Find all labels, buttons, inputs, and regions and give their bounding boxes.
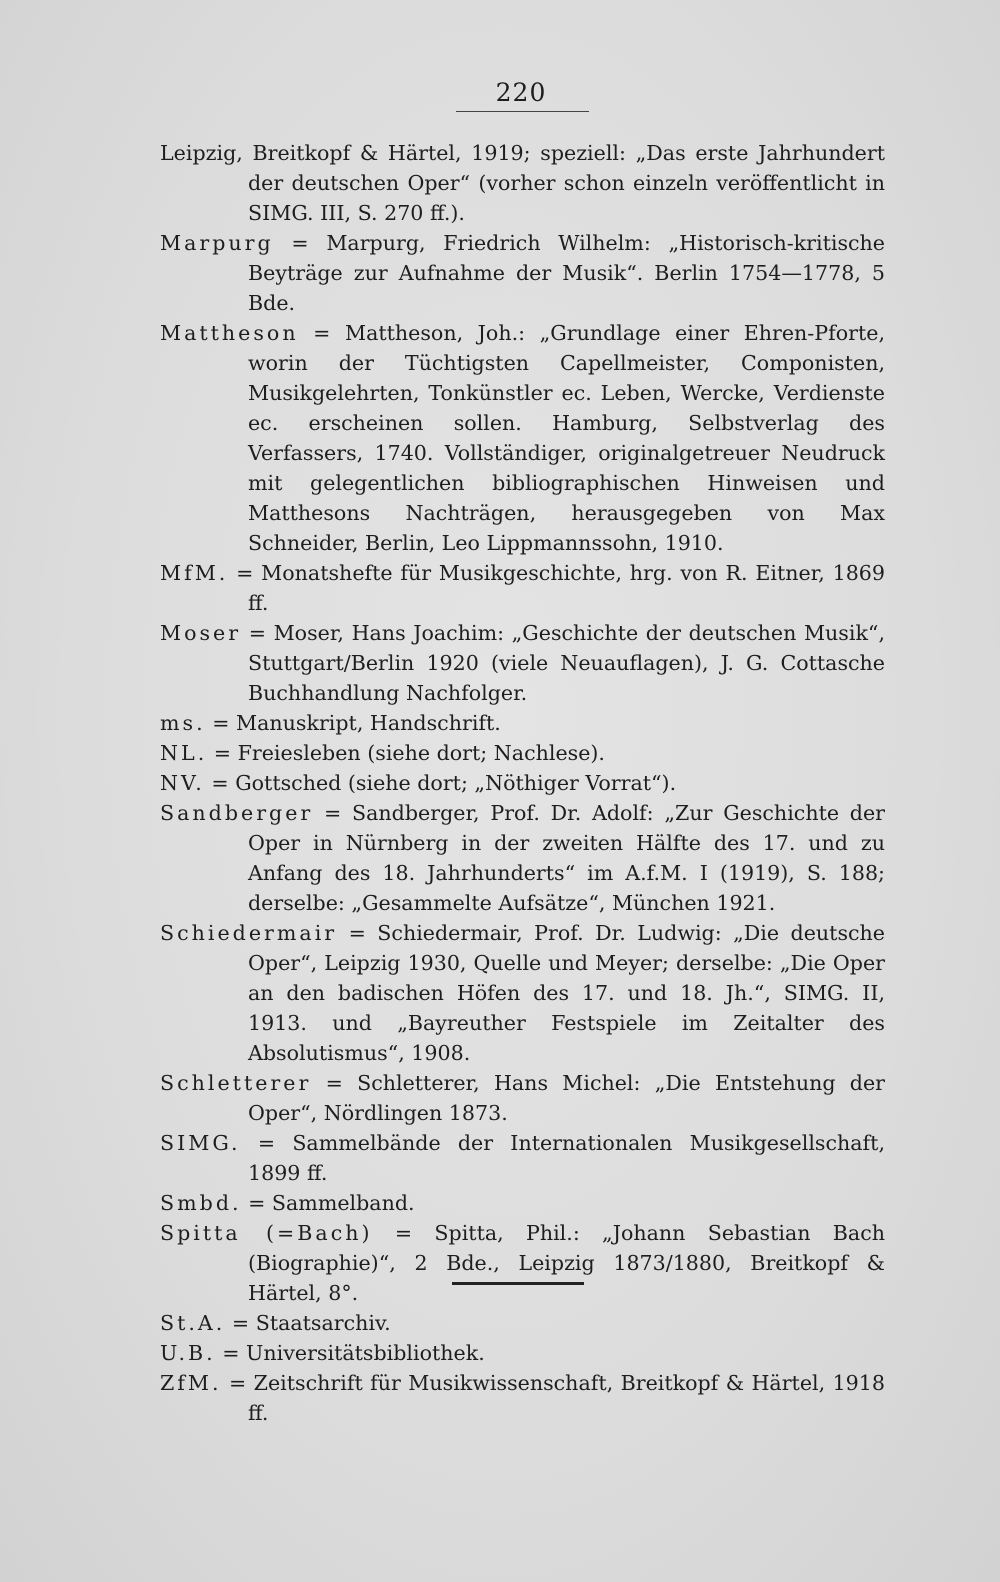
entry-abbreviation: ZfM. [160, 1371, 222, 1395]
bib-entry [160, 618, 885, 708]
bib-entry [160, 138, 885, 228]
entry-text: = Sammelbände der Internationalen Musikgesellschaft, 1899 ff. [248, 1131, 885, 1185]
bib-entry [160, 918, 885, 1068]
entry-abbreviation: ms. [160, 711, 206, 735]
entry-text: = Schiedermair, Prof. Dr. Ludwig: „Die deutsche Oper“, Leipzig 1930, Quelle und Meyer; derselbe: „Die Oper an den badischen Höfen des 17. und 18. Jh.“, SIMG. II, 1913. und „Bayreuther Festspiele im Zeitalter des Absolutismus“, 1908. [248, 921, 885, 1065]
entry-abbreviation: NL. [160, 741, 208, 765]
bib-entry [160, 1218, 885, 1308]
header-rule [456, 111, 589, 112]
entry-text: = Monatshefte für Musikgeschichte, hrg. von R. Eitner, 1869 ff. [236, 561, 885, 615]
entry-text: = Staatsarchiv. [231, 1311, 391, 1335]
entry-text: = Universitätsbibliothek. [222, 1341, 485, 1365]
bib-entry [160, 798, 885, 918]
entry-text: = Gottsched (siehe dort; „Nöthiger Vorrat“). [211, 771, 677, 795]
bib-entry [160, 1368, 885, 1428]
entry-abbreviation: Sandberger [160, 801, 314, 825]
bib-entry [160, 1338, 885, 1368]
bib-entry [160, 1188, 885, 1218]
entry-text: = Sandberger, Prof. Dr. Adolf: „Zur Geschichte der Oper in Nürnberg in der zweiten Hälfte des 17. und zu Anfang des 18. Jahrhunderts“ im A.f.M. I (1919), S. 188; derselbe: „Gesammelte Aufsätze“, München 1921. [248, 801, 886, 915]
entry-text: = Zeitschrift für Musikwissenschaft, Breitkopf & Härtel, 1918 ff. [229, 1371, 885, 1425]
entry-text: = Schletterer, Hans Michel: „Die Entstehung der Oper“, Nördlingen 1873. [248, 1071, 886, 1125]
entry-abbreviation: St.A. [160, 1311, 226, 1335]
entry-abbreviation: SIMG. [160, 1131, 241, 1155]
entry-text: = Manuskript, Handschrift. [212, 711, 501, 735]
entry-text: = Freiesleben (siehe dort; Nachlese). [213, 741, 605, 765]
bib-entry [160, 1128, 885, 1188]
end-rule [452, 1282, 584, 1285]
entry-abbreviation: Schletterer [160, 1071, 312, 1095]
entry-text: = Mattheson, Joh.: „Grundlage einer Ehren-Pforte, worin der Tüchtigsten Capellmeister, Componisten, Musikgelehrten, Tonkünstler ec. Leben, Wercke, Verdienste ec. erscheinen sollen. Hamburg, Selbstverlag des Verfassers, 1740. Vollständiger, originalgetreuer Neudruck mit gelegentlichen bibliographischen Hinweisen und Matthesons Nachträgen, herausgegeben von Max Schneider, Berlin, Leo Lippmannssohn, 1910. [248, 321, 885, 555]
bib-entry [160, 1068, 885, 1128]
bib-entry [160, 558, 885, 618]
entry-abbreviation: Moser [160, 621, 242, 645]
bib-entry [160, 708, 885, 738]
bib-entry [160, 1308, 885, 1338]
entry-abbreviation: Spitta (=Bach) [160, 1221, 373, 1245]
entry-abbreviation: Smbd. [160, 1191, 242, 1215]
entry-abbreviation: MfM. [160, 561, 229, 585]
entry-text: = Marpurg, Friedrich Wilhelm: „Historisch-kritische Beyträge zur Aufnahme der Musik“. Berlin 1754—1778, 5 Bde. [248, 231, 885, 315]
bib-entry [160, 738, 885, 768]
entry-text: = Moser, Hans Joachim: „Geschichte der deutschen Musik“, Stuttgart/Berlin 1920 (viele Neuauflagen), J. G. Cottasche Buchhandlung Nachfolger. [248, 621, 885, 705]
bib-entry [160, 228, 885, 318]
entry-abbreviation: Schiedermair [160, 921, 338, 945]
entry-text: = Sammelband. [248, 1191, 415, 1215]
entry-text: Leipzig, Breitkopf & Härtel, 1919; speziell: „Das erste Jahrhundert der deutschen Oper“ (vorher schon einzeln veröffentlicht in SIMG. III, S. 270 ff.). [160, 141, 885, 225]
bibliography-list [160, 138, 885, 1428]
page-number: 220 [495, 78, 547, 107]
entry-abbreviation: U.B. [160, 1341, 216, 1365]
entry-abbreviation: NV. [160, 771, 205, 795]
entry-abbreviation: Mattheson [160, 321, 299, 345]
entry-abbreviation: Marpurg [160, 231, 274, 255]
bib-entry [160, 768, 885, 798]
entry-text: = Spitta, Phil.: „Johann Sebastian Bach (Biographie)“, 2 Bde., Leipzig 1873/1880, Breitkopf & Härtel, 8°. [248, 1221, 885, 1305]
bib-entry [160, 318, 885, 558]
